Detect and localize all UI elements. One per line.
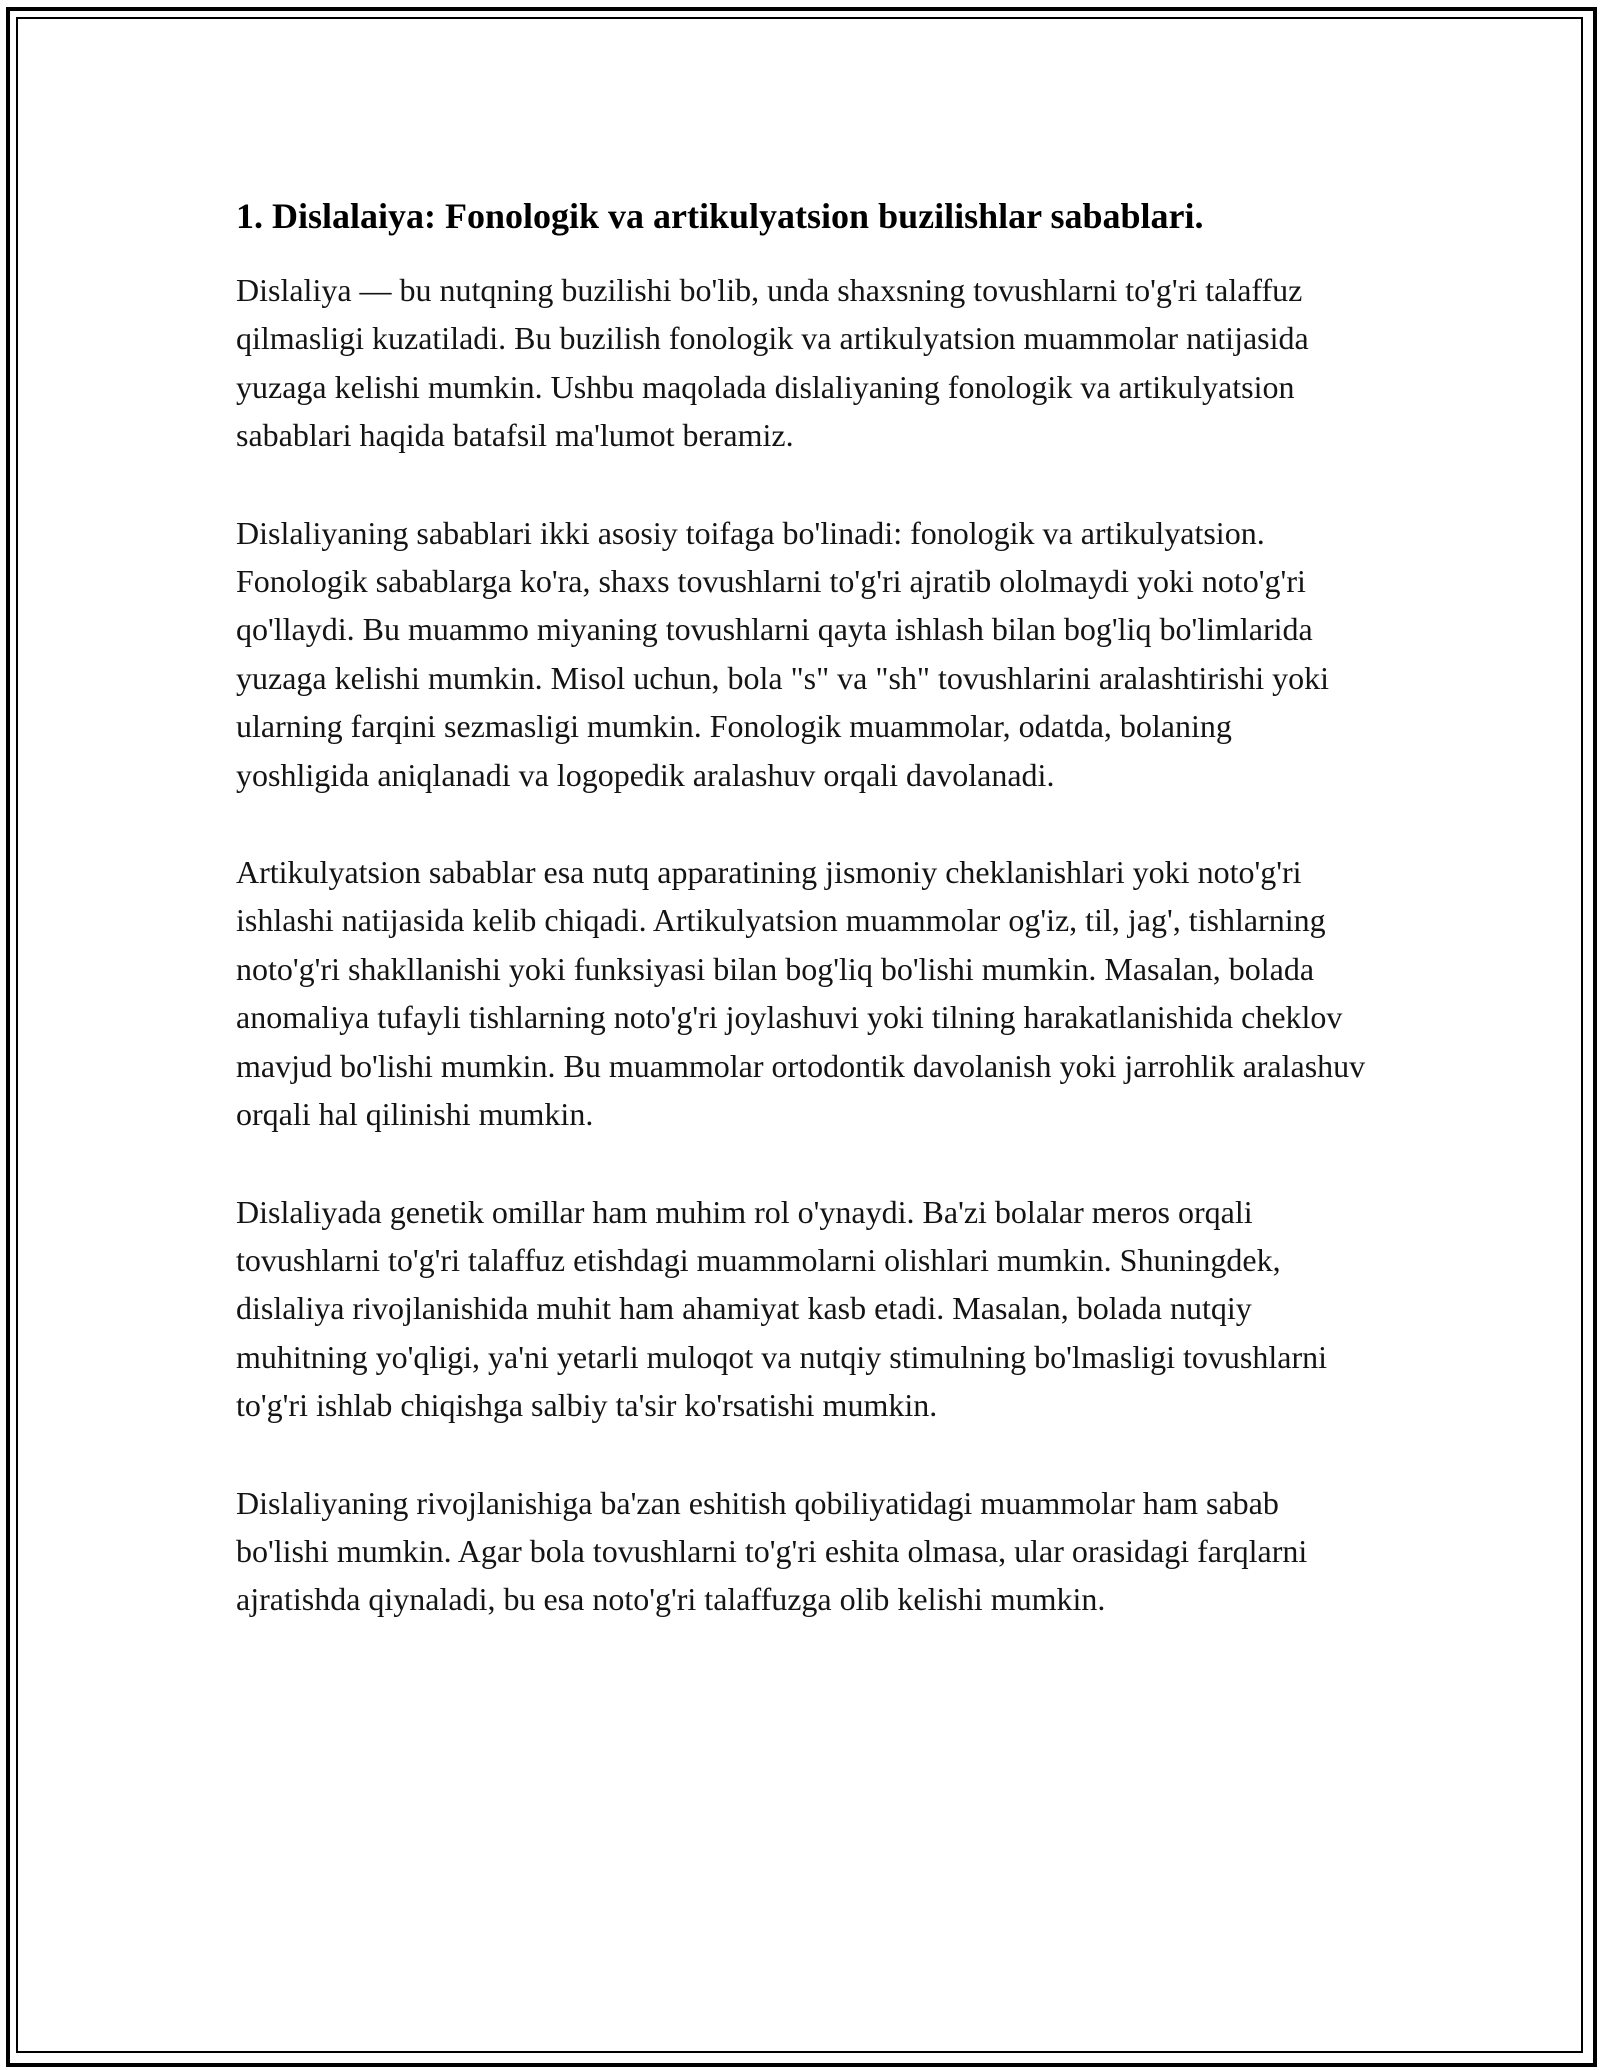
paragraph-definition: Dislaliya — bu nutqning buzilishi bo'lib, unda shaxsning tovushlarni to'g'ri talaffuz qilmasligi kuzatiladi. Bu buzilish fonologik va artikulyatsion muammolar natijasida yuzaga kelishi mumkin. Ushbu maqolada dislaliyaning fonologik va artikulyatsion sabablari haqida batafsil ma'lumot beramiz. [236,272,1309,454]
section-heading: 1. Dislalaiya: Fonologik va artikulyatsion buzilishlar sabablari. [236,196,1204,236]
paragraph-phonological-causes: Dislaliyaning sabablari ikki asosiy toifaga bo'linadi: fonologik va artikulyatsion. Fonologik sabablarga ko'ra, shaxs tovushlarni to'g'ri ajratib ololmaydi yoki noto'g'ri qo'llaydi. Bu muammo miyaning tovushlarni qayta ishlash bilan bog'liq bo'limlarida yuzaga kelishi mumkin. Misol uchun, bola "s" va "sh" tovushlarini aralashtirishi yoki ularning farqini sezmasligi mumkin. Fonologik muammolar, odatda, bolaning yoshligida aniqlanadi va logopedik aralashuv orqali davolanadi. [236,514,1329,793]
paragraph-genetic-factors: Dislaliyada genetik omillar ham muhim rol o'ynaydi. Ba'zi bolalar meros orqali tovushlarni to'g'ri talaffuz etishdagi muammolarni olishlari mumkin. Shuningdek, dislaliya rivojlanishida muhit ham ahamiyat kasb etadi. Masalan, bolada nutqiy muhitning yo'qligi, ya'ni yetarli muloqot va nutqiy stimulning bo'lmasligi tovushlarni to'g'ri ishlab chiqishga salbiy ta'sir ko'rsatishi mumkin. [236,1193,1328,1424]
document-body [236,186,1371,1673]
paragraph-articulatory-causes: Artikulyatsion sabablar esa nutq apparatining jismoniy cheklanishlari yoki noto'g'ri ishlashi natijasida kelib chiqadi. Artikulyatsion muammolar og'iz, til, jag', tishlarning noto'g'ri shakllanishi yoki funksiyasi bilan bog'liq bo'lishi mumkin. Masalan, bolada anomaliya tufayli tishlarning noto'g'ri joylashuvi yoki tilning harakatlanishida cheklov mavjud bo'lishi mumkin. Bu muammolar ortodontik davolanish yoki jarrohlik aralashuv orqali hal qilinishi mumkin. [236,854,1366,1133]
paragraph-hearing-problems: Dislaliyaning rivojlanishiga ba'zan eshitish qobiliyatidagi muammolar ham sabab bo'lishi mumkin. Agar bola tovushlarni to'g'ri eshita olmasa, ular orasidagi farqlarni ajratishda qiynaladi, bu esa noto'g'ri talaffuzga olib kelishi mumkin. [236,1484,1308,1618]
